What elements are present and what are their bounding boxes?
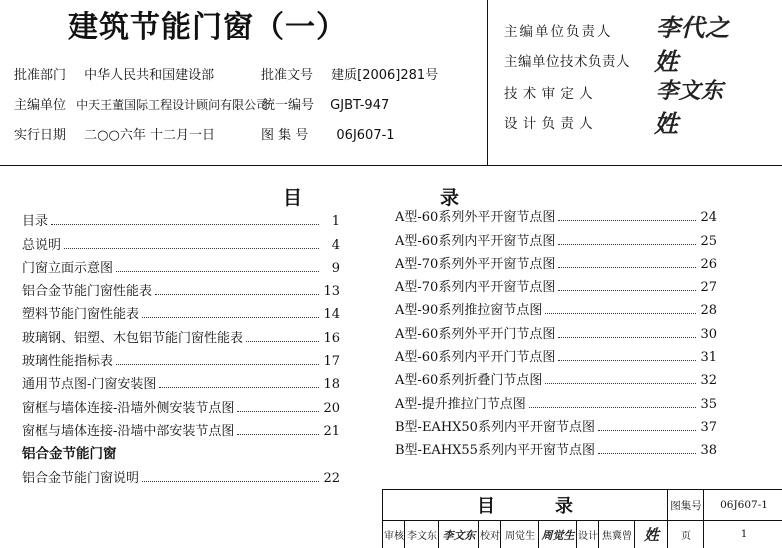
meta-row-date bbox=[14, 124, 215, 143]
toc-entry-page: 1 bbox=[331, 214, 340, 230]
effective-date-label: 实行日期 bbox=[14, 128, 67, 143]
toc-entry-title: 总说明 bbox=[22, 237, 62, 253]
toc-entry[interactable] bbox=[395, 225, 717, 248]
atlas-no-cell: 06J607-1 bbox=[703, 490, 782, 520]
approval-no-label: 批准文号 bbox=[261, 68, 314, 83]
toc-entry-page: 32 bbox=[700, 373, 717, 389]
leader-dots bbox=[558, 290, 696, 291]
responsible-role: 技 术 审 定 人 bbox=[504, 86, 594, 102]
designer-name: 焦冀曾 bbox=[598, 521, 635, 548]
unified-no-value: GJBT-947 bbox=[330, 98, 390, 113]
signature: 李代之 bbox=[656, 14, 730, 42]
proofer-signature: 周觉生 bbox=[538, 521, 577, 548]
toc-entry-page: 38 bbox=[700, 443, 717, 459]
toc-entry[interactable] bbox=[395, 365, 717, 388]
toc-heading-left: 目 bbox=[283, 187, 303, 209]
toc-entry[interactable] bbox=[22, 229, 340, 252]
toc-entry-title: A型-90系列推拉窗节点图 bbox=[395, 303, 543, 319]
proof-label: 校对 bbox=[478, 521, 501, 548]
leader-dots bbox=[558, 267, 696, 268]
atlas-no-label-cell: 图集号 bbox=[667, 490, 704, 520]
toc-entry-page: 37 bbox=[700, 419, 717, 435]
title-block-title bbox=[383, 490, 667, 520]
effective-date-value: 二○○六年 十二月一日 bbox=[84, 128, 215, 143]
meta-row-atlas-no bbox=[261, 124, 395, 143]
leader-dots bbox=[142, 481, 319, 482]
leader-dots bbox=[558, 220, 696, 221]
toc-entry[interactable] bbox=[395, 318, 717, 341]
toc-entry[interactable] bbox=[22, 416, 340, 439]
meta-row-approval bbox=[14, 64, 214, 83]
leader-dots bbox=[51, 224, 319, 225]
toc-entry-title: A型-60系列内平开门节点图 bbox=[395, 350, 556, 366]
leader-dots bbox=[598, 430, 696, 431]
toc-entry-title: 通用节点图-门窗安装图 bbox=[22, 377, 157, 393]
toc-entry[interactable] bbox=[395, 342, 717, 365]
editor-unit-value: 中天王董国际工程设计顾问有限公司 bbox=[76, 98, 269, 112]
toc-entry[interactable] bbox=[22, 322, 340, 345]
toc-entry-title: 塑料节能门窗性能表 bbox=[22, 307, 140, 323]
meta-row-unified-no bbox=[262, 94, 389, 113]
approval-dept-label: 批准部门 bbox=[14, 68, 67, 83]
toc-entry-page: 30 bbox=[700, 326, 717, 342]
toc-entry[interactable] bbox=[395, 295, 717, 318]
responsible-row bbox=[504, 14, 730, 42]
unified-no-label: 统一编号 bbox=[262, 98, 315, 113]
toc-entry-page: 20 bbox=[323, 400, 340, 416]
toc-entry[interactable] bbox=[22, 346, 340, 369]
toc-entry-title: A型-60系列外平开窗节点图 bbox=[395, 210, 556, 226]
toc-section-title: 铝合金节能门窗 bbox=[22, 446, 117, 463]
leader-dots bbox=[155, 294, 319, 295]
responsible-role: 设 计 负 责 人 bbox=[504, 116, 594, 132]
meta-row-approval-no bbox=[261, 64, 438, 83]
leader-dots bbox=[529, 407, 696, 408]
toc-entry-title: 玻璃钢、铝塑、木包铝节能门窗性能表 bbox=[22, 330, 244, 346]
meta-row-editor bbox=[14, 94, 268, 113]
toc-entry-title: 目录 bbox=[22, 214, 49, 230]
toc-entry-page: 14 bbox=[323, 307, 340, 323]
toc-entry-page: 9 bbox=[331, 260, 340, 276]
responsible-row bbox=[504, 110, 679, 138]
toc-entry-title: A型-提升推拉门节点图 bbox=[395, 396, 526, 412]
toc-entry[interactable] bbox=[22, 369, 340, 392]
leader-dots bbox=[237, 434, 319, 435]
atlas-no-value: 06J607-1 bbox=[336, 128, 395, 143]
toc-entry-title: A型-70系列内平开窗节点图 bbox=[395, 280, 556, 296]
leader-dots bbox=[558, 360, 696, 361]
page-number: 1 bbox=[703, 521, 782, 548]
toc-entry-title: A型-60系列内平开窗节点图 bbox=[395, 233, 556, 249]
title-block-title-b: 录 bbox=[555, 496, 573, 517]
toc-entry[interactable] bbox=[22, 299, 340, 322]
toc-entry[interactable] bbox=[395, 272, 717, 295]
editor-unit-label: 主编单位 bbox=[14, 98, 67, 113]
responsible-row bbox=[504, 48, 679, 76]
toc-entry-page: 13 bbox=[323, 284, 340, 300]
leader-dots bbox=[142, 317, 319, 318]
leader-dots bbox=[598, 453, 696, 454]
leader-dots bbox=[64, 248, 319, 249]
toc-entry-title: B型-EAHX55系列内平开窗节点图 bbox=[395, 443, 595, 459]
atlas-no-label: 图 集 号 bbox=[261, 128, 309, 143]
signature: 李文东 bbox=[656, 79, 724, 104]
toc-entry-page: 25 bbox=[700, 233, 717, 249]
toc-entry-page: 17 bbox=[323, 354, 340, 370]
leader-dots bbox=[558, 244, 696, 245]
toc-entry-page: 35 bbox=[700, 396, 717, 412]
leader-dots bbox=[545, 313, 696, 314]
leader-dots bbox=[237, 411, 319, 412]
toc-entry-page: 16 bbox=[323, 330, 340, 346]
reviewer-signature: 李文东 bbox=[438, 521, 479, 548]
toc-entry-page: 27 bbox=[700, 280, 717, 296]
reviewer-name: 李文东 bbox=[404, 521, 439, 548]
title-block-title-a: 目 bbox=[477, 496, 495, 517]
responsible-role: 主编单位负责人 bbox=[504, 24, 613, 40]
leader-dots bbox=[246, 341, 319, 342]
leader-dots bbox=[116, 364, 319, 365]
toc-entry-title: 门窗立面示意图 bbox=[22, 260, 114, 276]
toc-entry-title: A型-60系列外平开门节点图 bbox=[395, 326, 556, 342]
toc-entry[interactable] bbox=[22, 276, 340, 299]
toc-entry-title: B型-EAHX50系列内平开窗节点图 bbox=[395, 419, 595, 435]
toc-entry[interactable] bbox=[395, 249, 717, 272]
leader-dots bbox=[545, 383, 696, 384]
title-block bbox=[382, 489, 782, 548]
atlas-title: 建筑节能门窗（一） bbox=[68, 10, 347, 45]
approval-dept-value: 中华人民共和国建设部 bbox=[84, 68, 215, 83]
toc-entry-title: A型-60系列折叠门节点图 bbox=[395, 373, 543, 389]
signature: 姓 bbox=[654, 48, 679, 76]
toc-entry-title: 窗框与墙体连接-沿墙外侧安装节点图 bbox=[22, 400, 235, 416]
toc-entry-title: 玻璃性能指标表 bbox=[22, 354, 114, 370]
title-block-row-top bbox=[383, 490, 782, 521]
toc-entry-title: 铝合金节能门窗性能表 bbox=[22, 284, 153, 300]
toc-section-heading bbox=[22, 439, 340, 462]
leader-dots bbox=[116, 271, 319, 272]
designer-signature: 姓 bbox=[634, 521, 668, 548]
toc-entry-title: 窗框与墙体连接-沿墙中部安装节点图 bbox=[22, 423, 235, 439]
toc-entry[interactable] bbox=[395, 412, 717, 435]
proofer-name: 周觉生 bbox=[500, 521, 539, 548]
toc-entry[interactable] bbox=[22, 253, 340, 276]
toc-entry-page: 28 bbox=[700, 303, 717, 319]
responsible-role: 主编单位技术负责人 bbox=[504, 54, 630, 70]
toc-entry-page: 26 bbox=[700, 256, 717, 272]
toc-entry[interactable] bbox=[22, 392, 340, 415]
toc-entry-title: A型-70系列外平开窗节点图 bbox=[395, 256, 556, 272]
approval-no-value: 建质[2006]281号 bbox=[331, 68, 439, 83]
toc-left-column bbox=[22, 206, 340, 486]
toc-entry[interactable] bbox=[395, 435, 717, 458]
header-horizontal-divider bbox=[0, 165, 782, 166]
toc-heading-right: 录 bbox=[440, 187, 460, 209]
toc-entry-page: 24 bbox=[700, 210, 717, 226]
toc-entry-page: 21 bbox=[323, 423, 340, 439]
design-label: 设计 bbox=[576, 521, 599, 548]
toc-entry-page: 31 bbox=[700, 350, 717, 366]
leader-dots bbox=[159, 387, 319, 388]
toc-entry-page: 18 bbox=[323, 377, 340, 393]
toc-entry[interactable] bbox=[395, 388, 717, 411]
toc-entry-title: 铝合金节能门窗说明 bbox=[22, 470, 140, 486]
review-label: 审核 bbox=[382, 521, 405, 548]
toc-entry[interactable] bbox=[22, 462, 340, 485]
toc-entry-page: 4 bbox=[331, 237, 340, 253]
header-vertical-divider bbox=[487, 0, 488, 165]
page-label: 页 bbox=[667, 521, 704, 548]
toc-entry[interactable] bbox=[395, 202, 717, 225]
leader-dots bbox=[558, 337, 696, 338]
toc-entry[interactable] bbox=[22, 206, 340, 229]
toc-entry-page: 22 bbox=[323, 470, 340, 486]
signature: 姓 bbox=[654, 110, 679, 138]
toc-right-column bbox=[395, 202, 717, 458]
responsible-row bbox=[504, 79, 724, 104]
